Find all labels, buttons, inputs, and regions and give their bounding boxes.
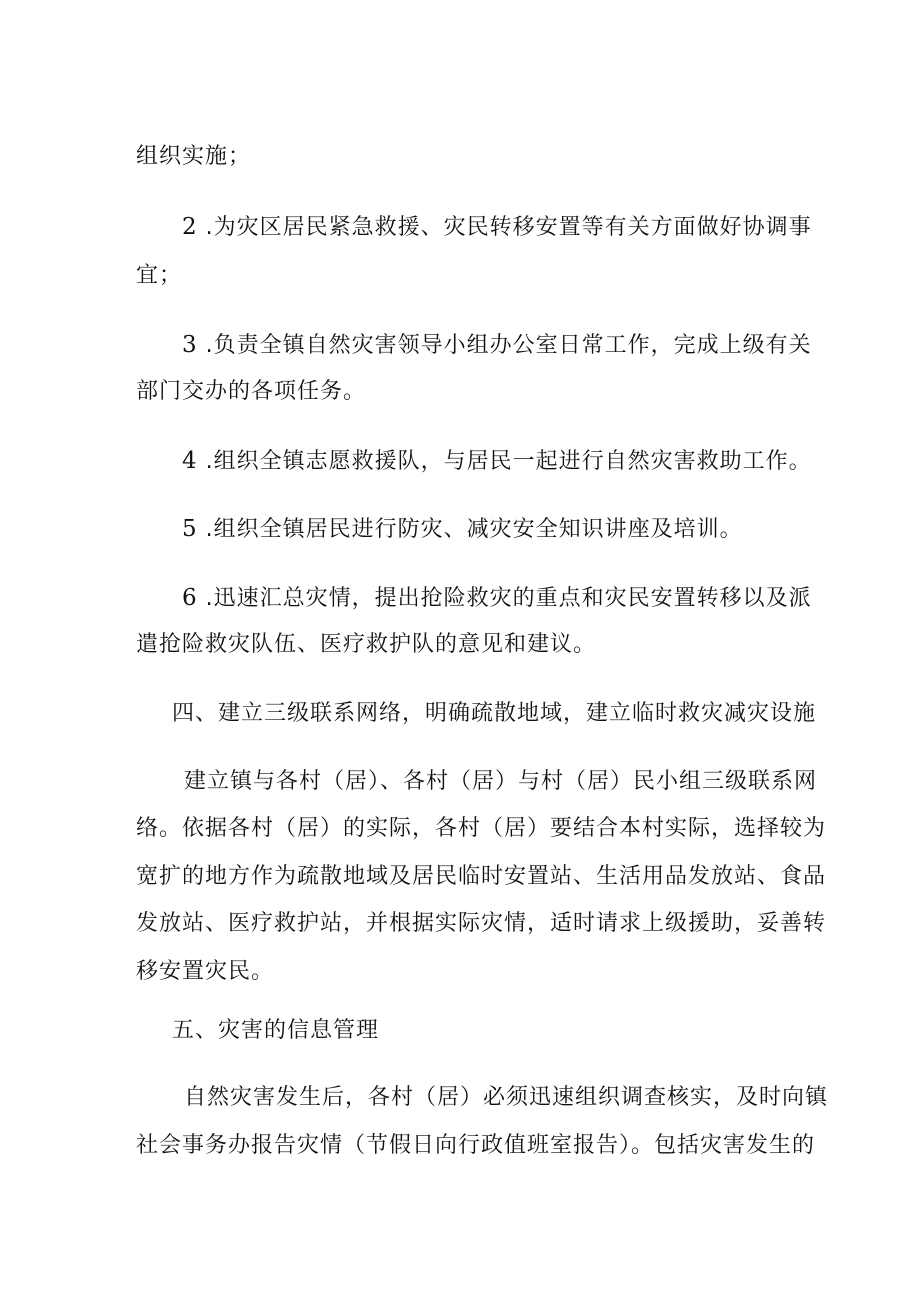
- list-dot: .: [205, 215, 214, 240]
- line-text: 移安置灾民。: [136, 959, 275, 984]
- list-number: 3: [182, 332, 198, 358]
- line-text: 建立镇与各村（居）、各村（居）与村（居）民小组三级联系网: [184, 769, 818, 794]
- paragraph-5-line-1: [184, 1083, 828, 1113]
- section-heading-5: [172, 1016, 379, 1046]
- line-text: 组织全镇居民进行防灾、减灾安全知识讲座及培训。: [213, 517, 743, 542]
- section-heading-4: [172, 699, 816, 729]
- line-text: 负责全镇自然灾害领导小组办公室日常工作，完成上级有关: [213, 333, 812, 358]
- line-text: 组织全镇志愿救援队，与居民一起进行自然灾害救助工作。: [213, 449, 812, 474]
- line-text: 自然灾害发生后，各村（居）必须迅速组织调查核实，及时向镇: [184, 1085, 829, 1110]
- text-line-5: [136, 377, 366, 407]
- list-item-4: [182, 446, 812, 477]
- list-dot: .: [205, 517, 214, 542]
- line-text: 社会事务办报告灾情（节假日向行政值班室报告）。包括灾害发生的: [136, 1133, 816, 1158]
- text-line-1: [136, 142, 251, 172]
- list-dot: .: [205, 333, 214, 358]
- line-text: 为灾区居民紧急救援、灾民转移安置等有关方面做好协调事: [213, 215, 812, 240]
- list-item-2: [182, 212, 812, 243]
- list-dot: .: [205, 449, 214, 474]
- line-text: 宜；: [136, 263, 183, 288]
- line-text: 五、灾害的信息管理: [172, 1018, 380, 1043]
- text-line-9: [136, 630, 596, 660]
- paragraph-4-line-5: [136, 957, 274, 987]
- line-text: 发放站、医疗救护站，并根据实际灾情，适时请求上级援助，妥善转: [136, 911, 827, 936]
- list-number: 2: [182, 214, 198, 240]
- list-number: 4: [182, 448, 198, 474]
- list-number: 5: [182, 516, 198, 542]
- list-item-6: [182, 583, 812, 614]
- paragraph-5-line-2: [136, 1131, 815, 1161]
- list-item-3: [182, 330, 812, 361]
- paragraph-4-line-2: [136, 814, 826, 844]
- line-text: 络。依据各村（居）的实际，各村（居）要结合本村实际，选择较为: [136, 816, 827, 841]
- paragraph-4-line-3: [136, 862, 826, 892]
- line-text: 迅速汇总灾情，提出抢险救灾的重点和灾民安置转移以及派: [213, 586, 812, 611]
- line-text: 四、建立三级联系网络，明确疏散地域，建立临时救灾减灾设施: [172, 701, 817, 726]
- list-number: 6: [182, 585, 198, 611]
- list-item-5: [182, 514, 743, 545]
- paragraph-4-line-4: [136, 909, 826, 939]
- line-text: 组织实施；: [136, 144, 252, 169]
- text-line-3: [136, 261, 182, 291]
- list-dot: .: [205, 586, 214, 611]
- line-text: 宽扩的地方作为疏散地域及居民临时安置站、生活用品发放站、食品: [136, 864, 827, 889]
- paragraph-4-line-1: [184, 767, 817, 797]
- line-text: 部门交办的各项任务。: [136, 379, 367, 404]
- line-text: 遣抢险救灾队伍、医疗救护队的意见和建议。: [136, 632, 597, 657]
